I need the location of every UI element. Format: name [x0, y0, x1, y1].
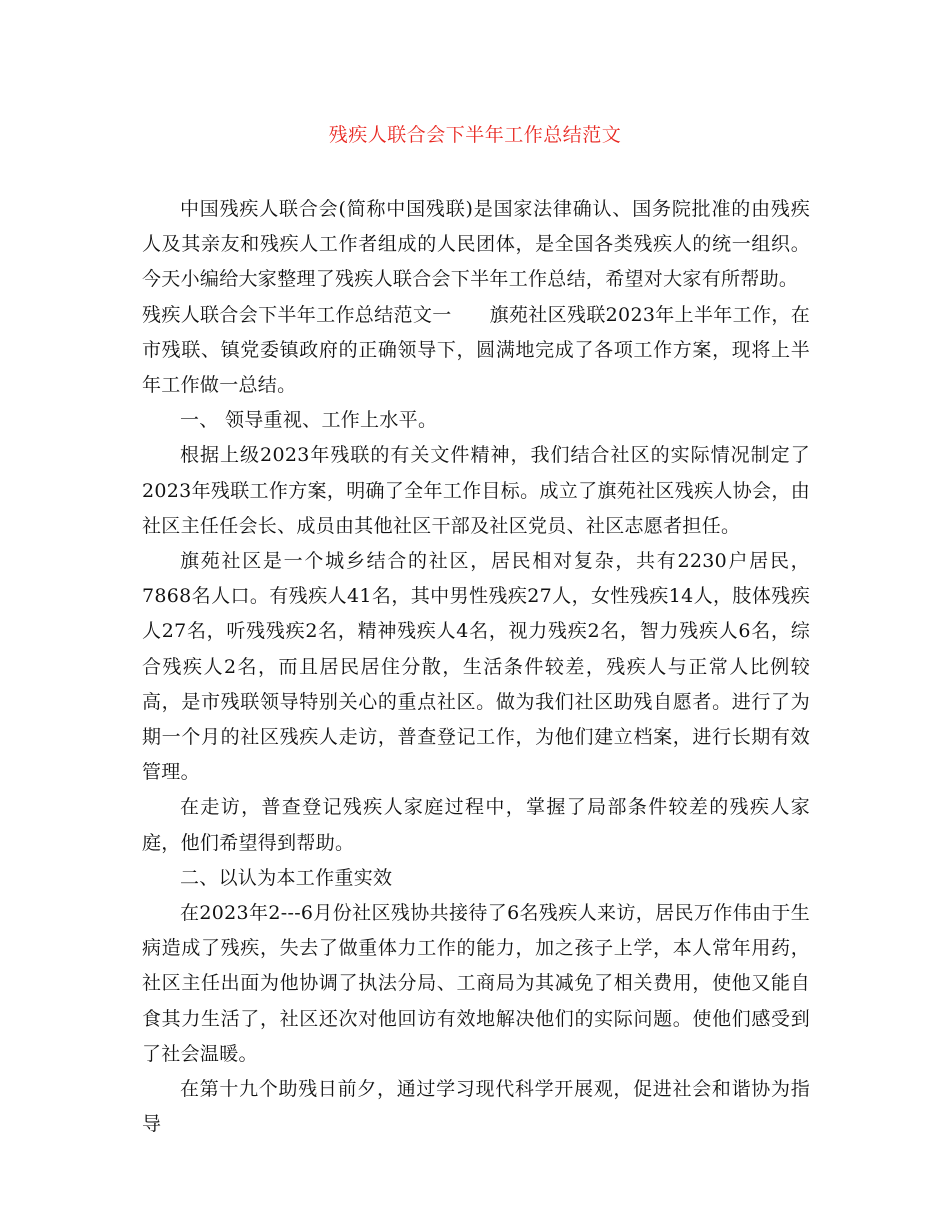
document-title: 残疾人联合会下半年工作总结范文 — [328, 124, 622, 146]
section-label: 残疾人联合会下半年工作总结范文一 — [142, 303, 452, 326]
document-body — [142, 192, 810, 1142]
paragraph-1: 根据上级2023年残联的有关文件精神，我们结合社区的实际情况制定了2023年残联工作方案，明确了全年工作目标。成立了旗苑社区残疾人协会，由社区主任任会长、成员由其他社区干部及社区党员、社区志愿者担任。 — [142, 444, 810, 537]
paragraph-5: 在第十九个助残日前夕，通过学习现代科学开展观，促进社会和谐协为指导 — [142, 1078, 810, 1136]
heading-1: 一、 领导重视、工作上水平。 — [180, 409, 438, 432]
paragraph-3: 在走访，普查登记残疾人家庭过程中，掌握了局部条件较差的残疾人家庭，他们希望得到帮助。 — [142, 796, 810, 854]
paragraph-2: 旗苑社区是一个城乡结合的社区，居民相对复杂，共有2230户居民，7868名人口。有残疾人41名，其中男性残疾27人，女性残疾14人，肢体残疾人27名，听残残疾2名，精神残疾人4名，视力残疾2名，智力残疾人6名，综合残疾人2名，而且居民居住分散，生活条件较差，残疾人与正常人比例较高，是市残联领导特别关心的重点社区。做为我们社区助残自愿者。进行了为期一个月的社区残疾人走访，普查登记工作，为他们建立档案，进行长期有效管理。 — [142, 550, 810, 784]
heading-2: 二、以认为本工作重实效 — [180, 866, 393, 889]
intro-paragraph: 中国残疾人联合会(简称中国残联)是国家法律确认、国务院批准的由残疾人及其亲友和残疾人工作者组成的人民团体，是全国各类残疾人的统一组织。今天小编给大家整理了残疾人联合会下半年工作总结，希望对大家有所帮助。 — [142, 198, 810, 291]
section-opening-text: 旗苑社区残联2023年上半年工作，在市残联、镇党委镇政府的正确领导下，圆满地完成了各项工作方案，现将上半年工作做一总结。 — [142, 303, 810, 397]
section-paragraph — [142, 298, 810, 404]
paragraph-4: 在2023年2---6月份社区残协共接待了6名残疾人来访，居民万作伟由于生病造成了残疾，失去了做重体力工作的能力，加之孩子上学，本人常年用药，社区主任出面为他协调了执法分局、工商局为其减免了相关费用，使他又能自食其力生活了，社区还次对他回访有效地解决他们的实际问题。使他们感受到了社会温暖。 — [142, 902, 810, 1065]
